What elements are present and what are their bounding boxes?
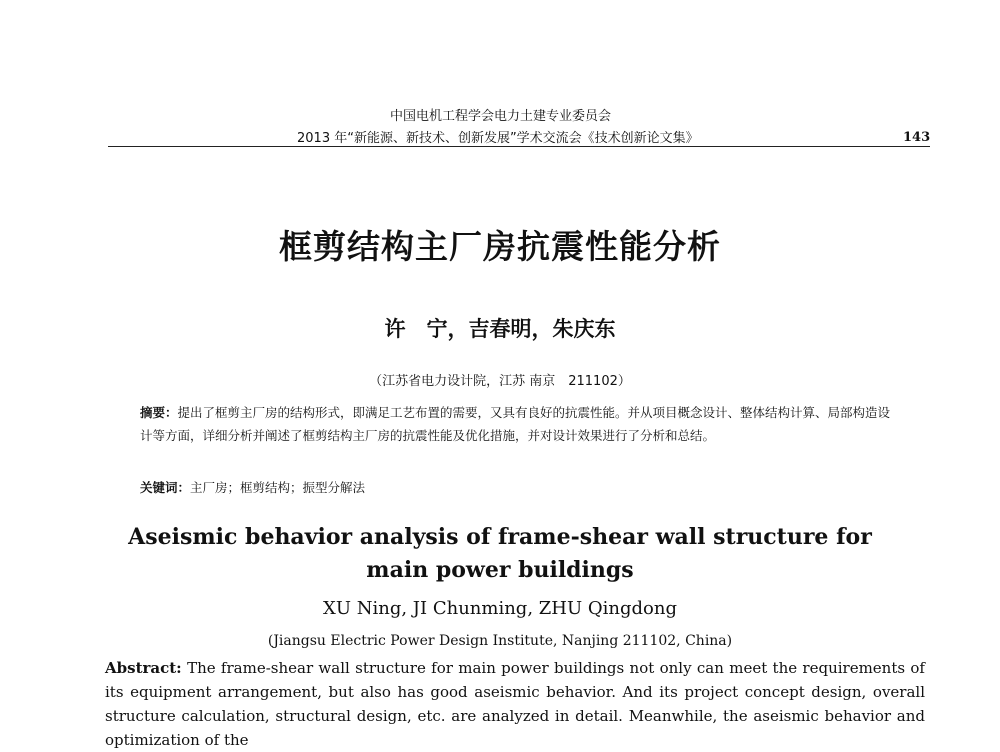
affiliation-cn: （江苏省电力设计院，江苏 南京 211102） (369, 374, 631, 389)
affiliation-en: (Jiangsu Electric Power Design Institute, Nanjing 211102, China) (267, 633, 733, 649)
keywords-cn-text: 主厂房；框剪结构；振型分解法 (190, 480, 366, 495)
abstract-cn-label: 摘要： (140, 405, 178, 420)
keywords-cn-label: 关键词： (140, 480, 191, 495)
paper-title-en-text: Aseismic behavior analysis of frame-shear wall structure for main power buildings (128, 524, 872, 583)
header-rule (108, 146, 930, 147)
paper-title-cn: 框剪结构主厂房抗震性能分析 (279, 227, 721, 266)
running-header-proceedings: 2013 年“新能源、新技术、创新发展”学术交流会《技术创新论文集》 (297, 131, 699, 146)
authors-cn: 许 宁，吉春明，朱庆东 (384, 317, 616, 341)
running-header-society: 中国电机工程学会电力土建专业委员会 (390, 109, 612, 124)
page-number: 143 (903, 130, 931, 145)
abstract-en-label: Abstract: (105, 659, 182, 677)
authors-en: XU Ning, JI Chunming, ZHU Qingdong (323, 598, 677, 619)
abstract-en-text: The frame-shear wall structure for main power buildings not only can meet the requirements of its equipment arrangement, but also has good aseismic behavior. And its project concept design, overall structure calculation, structural design, etc. are analyzed in detail. Meanwhile, the aseismic behavior and optimization of the (105, 659, 925, 749)
abstract-cn (140, 402, 900, 447)
abstract-en (105, 656, 925, 752)
abstract-cn-text: 提出了框剪主厂房的结构形式，即满足工艺布置的需要，又具有良好的抗震性能。并从项目概念设计、整体结构计算、局部构造设计等方面，详细分析并阐述了框剪结构主厂房的抗震性能及优化措施，并对设计效果进行了分析和总结。 (140, 405, 891, 443)
paper-title-en (0, 521, 1000, 587)
keywords-cn (140, 477, 900, 500)
